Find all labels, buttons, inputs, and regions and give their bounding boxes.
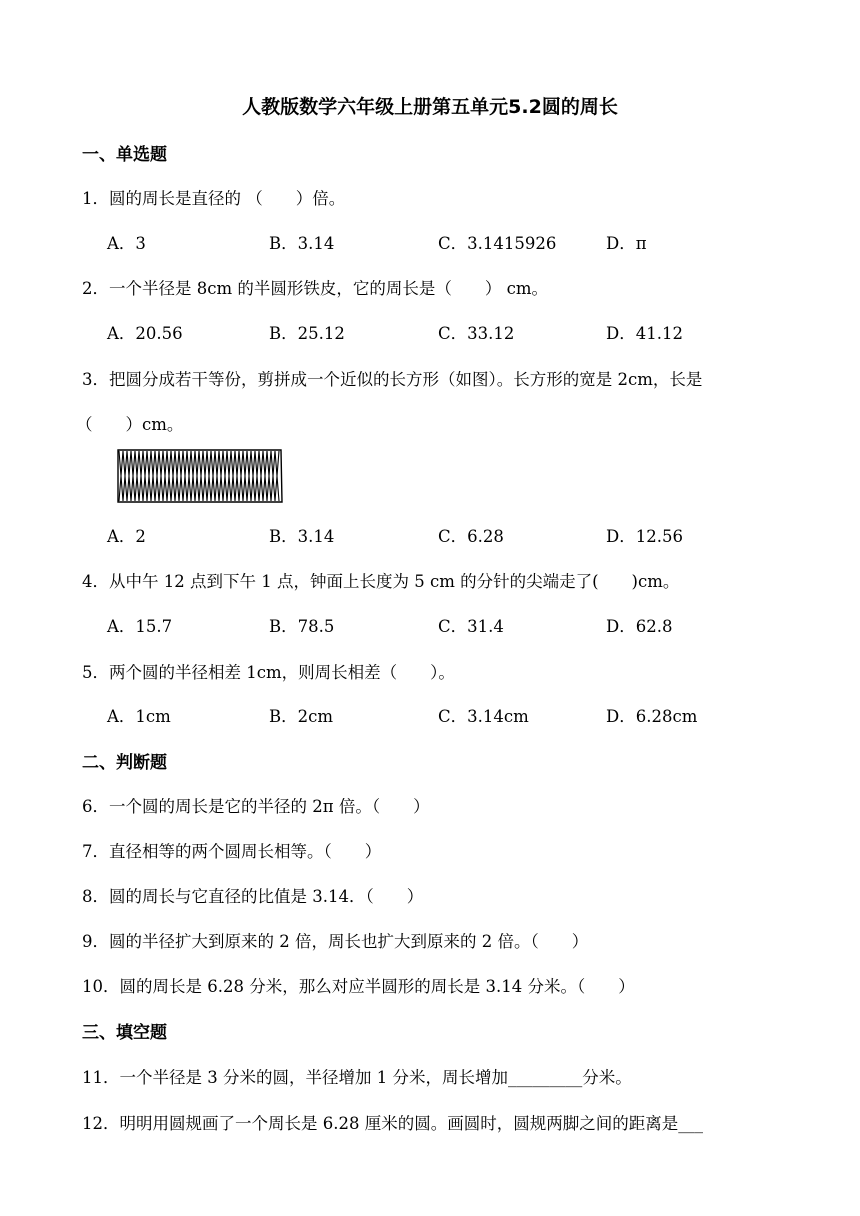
- question-12: 12．明明用圆规画了一个周长是 6.28 厘米的圆。画圆时，圆规两脚之间的距离是___: [82, 1114, 703, 1133]
- question-9: 9．圆的半径扩大到原来的 2 倍，周长也扩大到原来的 2 倍。（ ）: [82, 932, 589, 951]
- option-b: B．2cm: [269, 707, 334, 726]
- option-a: A．2: [107, 527, 146, 546]
- question-3-stem-line2: （ ）cm。: [76, 415, 184, 434]
- option-a: A．20.56: [107, 324, 183, 343]
- option-a: A．3: [107, 234, 146, 253]
- option-c: C．3.1415926: [438, 234, 557, 253]
- question-7: 7．直径相等的两个圆周长相等。（ ）: [82, 842, 382, 861]
- option-d: D．12.56: [606, 527, 683, 546]
- option-b: B．78.5: [269, 617, 335, 636]
- option-d: D．6.28cm: [606, 707, 698, 726]
- question-8: 8．圆的周长与它直径的比值是 3.14．（ ）: [82, 887, 424, 906]
- option-c: C．33.12: [438, 324, 515, 343]
- option-d: D．π: [606, 234, 647, 253]
- option-b: B．3.14: [269, 527, 335, 546]
- question-11: 11．一个半径是 3 分米的圆，半径增加 1 分米，周长增加_________分米。: [82, 1068, 632, 1087]
- section-heading-single-choice: 一、单选题: [82, 145, 167, 165]
- option-d: D．62.8: [606, 617, 673, 636]
- option-c: C．31.4: [438, 617, 504, 636]
- question-4-stem: 4．从中午 12 点到下午 1 点，钟面上长度为 5 cm 的分针的尖端走了( )cm。: [82, 572, 680, 591]
- rectangle-from-circle-sectors-figure: [117, 449, 283, 503]
- question-6: 6．一个圆的周长是它的半径的 2π 倍。（ ）: [82, 797, 430, 816]
- question-10: 10．圆的周长是 6.28 分米，那么对应半圆形的周长是 3.14 分米。（ ）: [82, 977, 635, 996]
- section-heading-true-false: 二、判断题: [82, 753, 167, 773]
- page-title: 人教版数学六年级上册第五单元5.2圆的周长: [242, 96, 618, 118]
- question-5-stem: 5．两个圆的半径相差 1cm，则周长相差（ ）。: [82, 663, 455, 682]
- question-2-stem: 2．一个半径是 8cm 的半圆形铁皮，它的周长是（ ） cm。: [82, 279, 549, 298]
- question-3-stem-line1: 3．把圆分成若干等份，剪拼成一个近似的长方形（如图）。长方形的宽是 2cm，长是: [82, 370, 703, 389]
- question-1-stem: 1．圆的周长是直径的 （ ）倍。: [82, 189, 346, 208]
- option-d: D．41.12: [606, 324, 683, 343]
- option-a: A．1cm: [107, 707, 171, 726]
- option-c: C．6.28: [438, 527, 504, 546]
- option-b: B．3.14: [269, 234, 335, 253]
- option-a: A．15.7: [107, 617, 173, 636]
- section-heading-fill-in: 三、填空题: [82, 1023, 167, 1043]
- option-c: C．3.14cm: [438, 707, 529, 726]
- option-b: B．25.12: [269, 324, 345, 343]
